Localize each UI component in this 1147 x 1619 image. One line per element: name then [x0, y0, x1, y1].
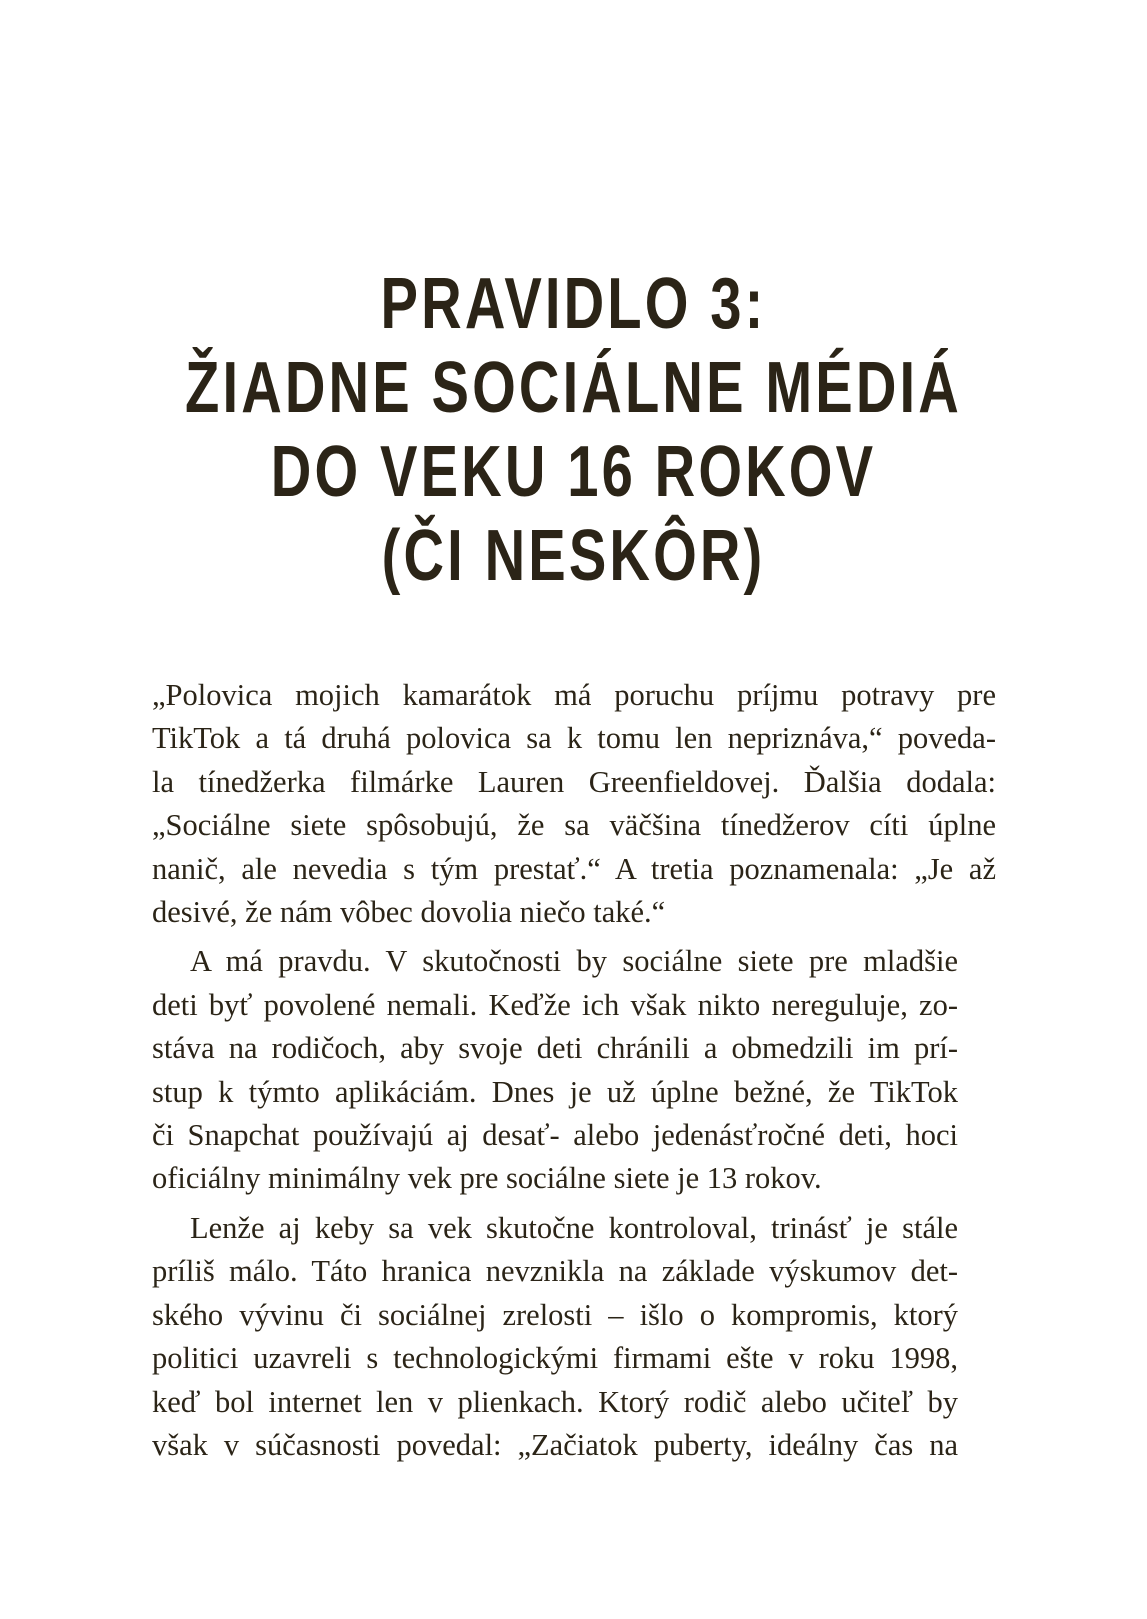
text-line: oficiálny minimálny vek pre sociálne siete je 13 rokov. — [152, 1161, 822, 1196]
text-line: „Polovica mojich kamarátok má poruchu príjmu potravy pre — [152, 678, 996, 712]
text-line: ského vývinu či sociálnej zrelosti – išlo o kompromis, ktorý — [152, 1297, 958, 1332]
text-line: la tínedžerka filmárke Lauren Greenfieldovej. Ďalšia dodala: — [152, 764, 996, 799]
text-line: TikTok a tá druhá polovica sa k tomu len nepriznáva,“ poveda- — [152, 721, 996, 756]
chapter-title-line-3: DO VEKU 16 ROKOV — [270, 432, 877, 512]
chapter-title-line-4: (ČI NESKÔR) — [381, 516, 766, 596]
text-line: desivé, že nám vôbec dovolia niečo také.“ — [152, 895, 666, 930]
text-line: Lenže aj keby sa vek skutočne kontroloval, trinásť je stále — [190, 1210, 958, 1245]
paragraph-3 — [152, 1207, 996, 1467]
chapter-title-line-1: PRAVIDLO 3: — [380, 264, 767, 344]
chapter-title — [126, 262, 1021, 598]
text-line: stup k týmto aplikáciám. Dnes je už úplne bežné, že TikTok — [152, 1074, 958, 1109]
body-text — [152, 674, 996, 1467]
text-line: stáva na rodičoch, aby svoje deti chránili a obmedzili im prí- — [152, 1031, 958, 1066]
chapter-title-line-2: ŽIADNE SOCIÁLNE MÉDIÁ — [185, 348, 962, 428]
text-line: deti byť povolené nemali. Keďže ich však nikto nereguluje, zo- — [152, 987, 958, 1022]
text-line: nanič, ale nevedia s tým prestať.“ A tretia poznamenala: „Je až — [152, 851, 996, 886]
text-line: či Snapchat používajú aj desať- alebo jedenásťročné deti, hoci — [152, 1118, 958, 1153]
text-line: príliš málo. Táto hranica nevznikla na základe výskumov det- — [152, 1254, 958, 1289]
text-line: A má pravdu. V skutočnosti by sociálne siete pre mladšie — [190, 944, 958, 979]
text-line: však v súčasnosti povedal: „Začiatok puberty, ideálny čas na — [152, 1427, 958, 1462]
text-line: „Sociálne siete spôsobujú, že sa väčšina tínedžerov cíti úplne — [152, 808, 996, 843]
text-line: keď bol internet len v plienkach. Ktorý rodič alebo učiteľ by — [152, 1384, 958, 1419]
paragraph-2 — [152, 940, 996, 1200]
text-line: politici uzavreli s technologickými firmami ešte v roku 1998, — [152, 1341, 958, 1376]
paragraph-1 — [152, 674, 996, 934]
